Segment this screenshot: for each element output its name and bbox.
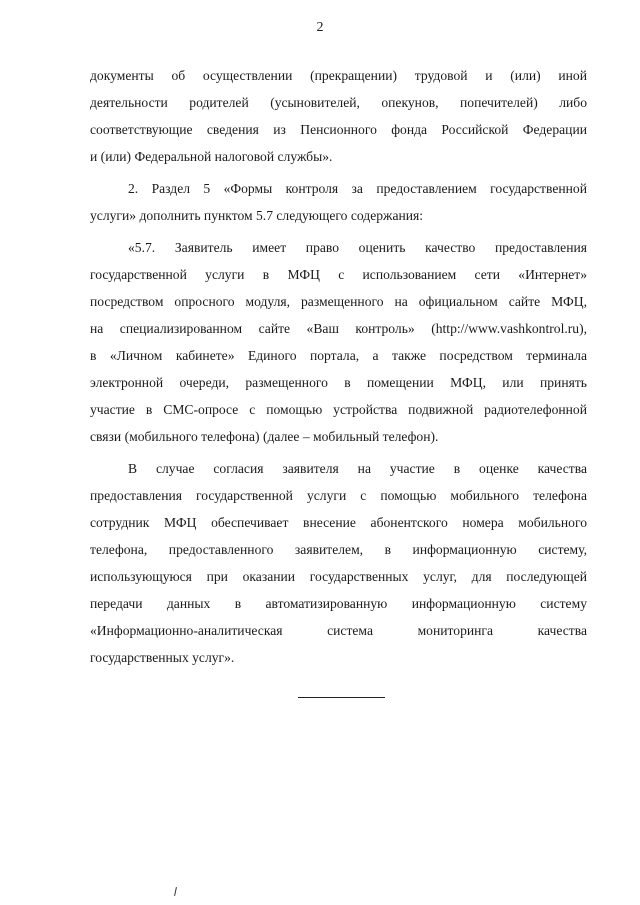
text-line: документы об осуществлении (прекращении) трудовой и (или) иной	[90, 68, 587, 83]
text-line: В случае согласия заявителя на участие в оценке качества	[128, 461, 587, 476]
text-line: участие в СМС-опросе с помощью устройства подвижной радиотелефонной	[90, 402, 587, 417]
text-line: посредством опросного модуля, размещенного на официальном сайте МФЦ,	[90, 294, 587, 309]
paragraph-continuation	[90, 62, 587, 170]
text-line: телефона, предоставленного заявителем, в информационную систему,	[90, 542, 587, 557]
paragraph-consent	[90, 455, 587, 671]
end-divider	[298, 697, 385, 698]
text-line: на специализированном сайте «Ваш контроль» (http://www.vashkontrol.ru),	[90, 321, 587, 336]
text-line: предоставления государственной услуги с помощью мобильного телефона	[90, 488, 587, 503]
text-line: услуги» дополнить пунктом 5.7 следующего содержания:	[90, 208, 424, 223]
text-line: в «Личном кабинете» Единого портала, а также посредством терминала	[90, 348, 587, 363]
text-line: передачи данных в автоматизированную информационную систему	[90, 596, 587, 611]
text-line: соответствующие сведения из Пенсионного фонда Российской Федерации	[90, 122, 587, 137]
page-number: 2	[316, 20, 324, 35]
text-line: сотрудник МФЦ обеспечивает внесение абонентского номера мобильного	[90, 515, 587, 530]
text-line: деятельности родителей (усыновителей, опекунов, попечителей) либо	[90, 95, 587, 110]
text-line: государственной услуги в МФЦ с использованием сети «Интернет»	[90, 267, 587, 282]
paragraph-clause-5-7	[90, 234, 587, 450]
text-line: и (или) Федеральной налоговой службы».	[90, 149, 333, 164]
scan-mark	[174, 887, 177, 896]
text-line: «5.7. Заявитель имеет право оценить качество предоставления	[128, 240, 587, 255]
text-line: государственных услуг».	[90, 650, 235, 665]
document-body	[90, 62, 587, 671]
text-line: электронной очереди, размещенного в помещении МФЦ, или принять	[90, 375, 587, 390]
text-line: использующуюся при оказании государственных услуг, для последующей	[90, 569, 587, 584]
text-line: 2. Раздел 5 «Формы контроля за предоставлением государственной	[128, 181, 587, 196]
text-line: связи (мобильного телефона) (далее – мобильный телефон).	[90, 429, 439, 444]
text-line: «Информационно-аналитическая система мониторинга качества	[90, 623, 587, 638]
paragraph-item-2	[90, 175, 587, 229]
